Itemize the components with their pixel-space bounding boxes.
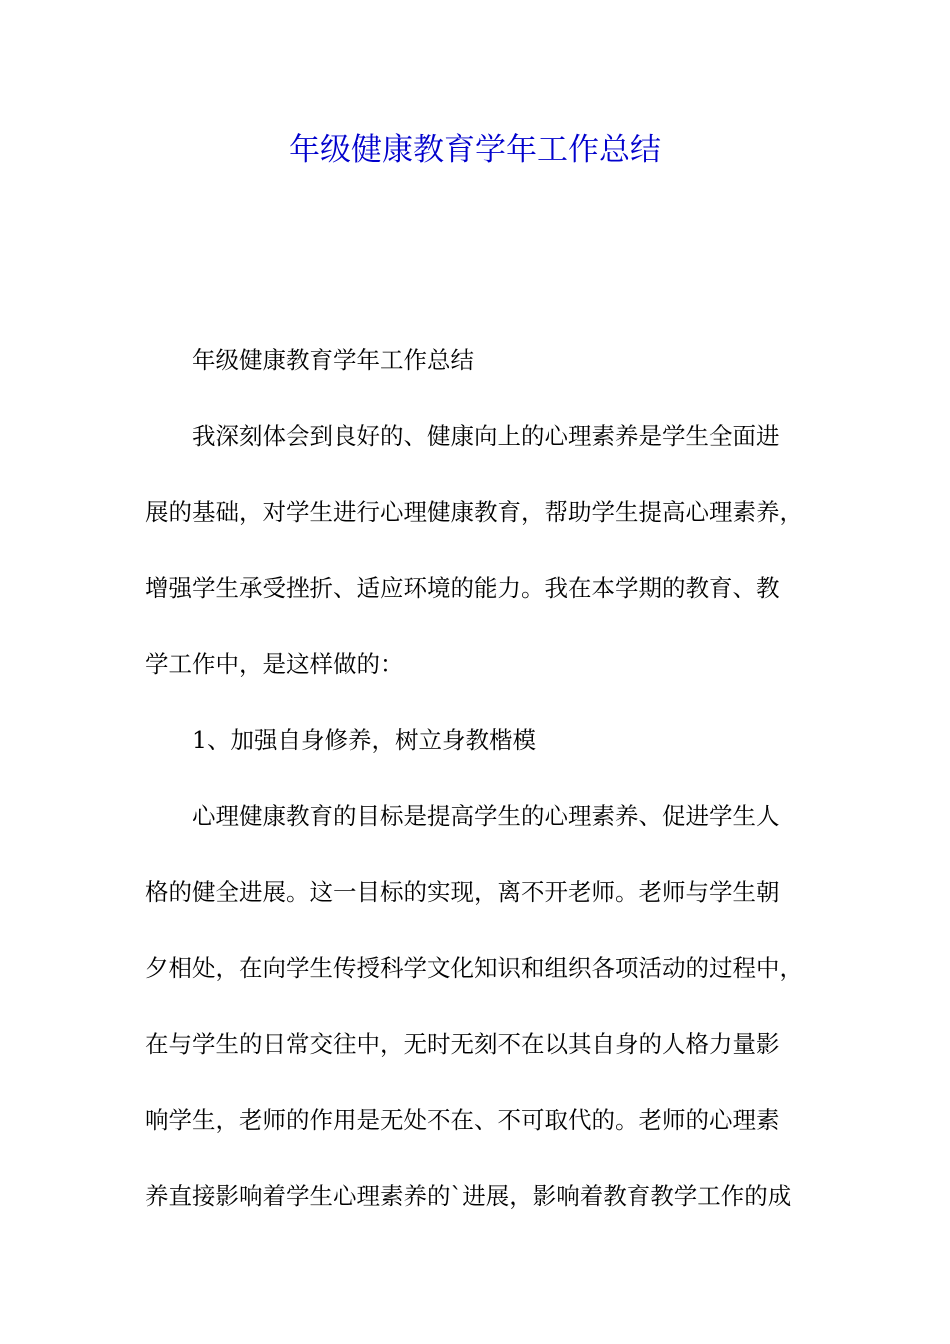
paragraph-line: 响学生，老师的作用是无处不在、不可取代的。老师的心理素: [145, 1106, 780, 1134]
paragraph-line: 夕相处，在向学生传授科学文化知识和组织各项活动的过程中，: [145, 954, 803, 982]
section-heading: 1、加强自身修养，树立身教楷模: [192, 726, 536, 754]
paragraph-line: 学工作中，是这样做的：: [145, 650, 404, 678]
paragraph-line: 养直接影响着学生心理素养的`进展，影响着教育教学工作的成: [145, 1182, 792, 1210]
paragraph-line: 格的健全进展。这一目标的实现，离不开老师。老师与学生朝: [145, 878, 780, 906]
paragraph-line: 增强学生承受挫折、适应环境的能力。我在本学期的教育、教: [145, 574, 780, 602]
paragraph-line: 心理健康教育的目标是提高学生的心理素养、促进学生人: [192, 802, 780, 830]
paragraph-line: 展的基础，对学生进行心理健康教育，帮助学生提高心理素养，: [145, 498, 803, 526]
paragraph-line: 在与学生的日常交往中，无时无刻不在以其自身的人格力量影: [145, 1030, 780, 1058]
document-title: 年级健康教育学年工作总结: [289, 132, 661, 168]
paragraph-line: 我深刻体会到良好的、健康向上的心理素养是学生全面进: [192, 422, 780, 450]
paragraph-heading: 年级健康教育学年工作总结: [192, 346, 474, 374]
